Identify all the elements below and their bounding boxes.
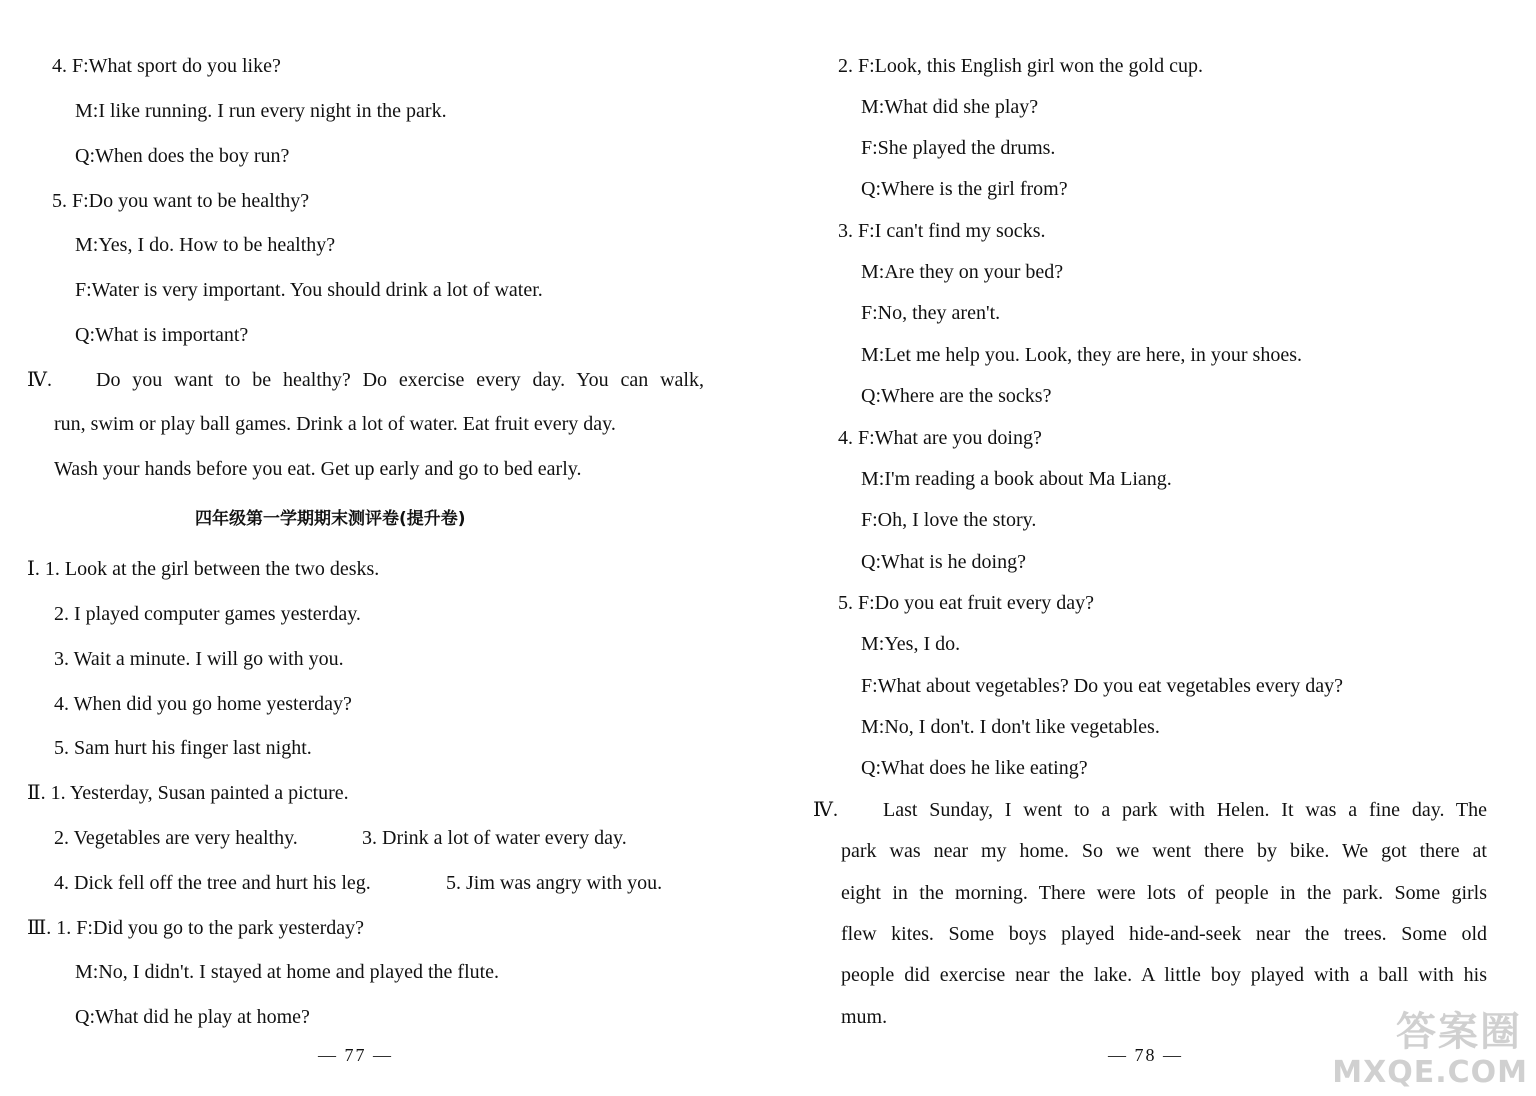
text-line: Q:What did he play at home? <box>75 1006 310 1028</box>
text-line: 4. Dick fell off the tree and hurt his leg. <box>54 872 371 894</box>
text-line: 5. F:Do you eat fruit every day? <box>838 592 1095 614</box>
text-line: M:Yes, I do. <box>861 633 961 655</box>
text-line: M:Yes, I do. How to be healthy? <box>75 234 336 256</box>
text-line: Q:Where are the socks? <box>861 385 1052 407</box>
text-line: park was near my home. So we went there by bike. We got there at <box>841 840 1487 862</box>
right-page <box>776 0 1536 1096</box>
text-line: 5. F:Do you want to be healthy? <box>52 190 310 212</box>
text-line: Ⅱ. 1. Yesterday, Susan painted a picture. <box>27 782 349 804</box>
section-marker: Ⅳ. <box>813 799 838 821</box>
text-line: Q:What is important? <box>75 324 249 346</box>
watermark-logo-text: 答案圈 <box>1396 1009 1522 1055</box>
text-line: 2. I played computer games yesterday. <box>54 603 361 625</box>
text-line: people did exercise near the lake. A little boy played with a ball with his <box>841 964 1487 986</box>
page-number: — 77 — <box>318 1045 393 1065</box>
text-line: F:What about vegetables? Do you eat vegetables every day? <box>861 675 1344 697</box>
text-line: flew kites. Some boys played hide-and-seek near the trees. Some old <box>841 923 1487 945</box>
text-line: Q:What does he like eating? <box>861 757 1088 779</box>
text-line: M:I like running. I run every night in the park. <box>75 100 447 122</box>
page-number: — 78 — <box>1108 1045 1183 1065</box>
text-line: F:Water is very important. You should drink a lot of water. <box>75 279 543 301</box>
section-title: 四年级第一学期期末测评卷(提升卷) <box>195 509 466 529</box>
text-line: M:Let me help you. Look, they are here, in your shoes. <box>861 344 1302 366</box>
text-line: F:No, they aren't. <box>861 302 1001 324</box>
text-line: 3. Wait a minute. I will go with you. <box>54 648 344 670</box>
text-line: F:She played the drums. <box>861 137 1056 159</box>
text-line: eight in the morning. There were lots of people in the park. Some girls <box>841 882 1487 904</box>
text-line: 4. F:What are you doing? <box>838 427 1042 449</box>
text-line: M:No, I don't. I don't like vegetables. <box>861 716 1160 738</box>
text-line: M:Are they on your bed? <box>861 261 1064 283</box>
watermark <box>1332 1000 1528 1090</box>
text-line: Last Sunday, I went to a park with Helen. It was a fine day. The <box>883 799 1487 821</box>
text-line: 4. F:What sport do you like? <box>52 55 281 77</box>
text-line: Q:What is he doing? <box>861 551 1026 573</box>
text-line: Ⅲ. 1. F:Did you go to the park yesterday? <box>27 917 365 939</box>
text-line: F:Oh, I love the story. <box>861 509 1037 531</box>
text-line: 3. Drink a lot of water every day. <box>362 827 627 849</box>
text-line: 5. Sam hurt his finger last night. <box>54 737 312 759</box>
text-line: Ⅰ. 1. Look at the girl between the two desks. <box>27 558 380 580</box>
text-line: Do you want to be healthy? Do exercise every day. You can walk, <box>96 369 704 391</box>
left-page <box>0 0 760 1096</box>
text-line: Q:Where is the girl from? <box>861 178 1068 200</box>
text-line: Q:When does the boy run? <box>75 145 290 167</box>
text-line: run, swim or play ball games. Drink a lot of water. Eat fruit every day. <box>54 413 616 435</box>
text-line: Wash your hands before you eat. Get up early and go to bed early. <box>54 458 582 480</box>
watermark-url: MXQE.COM <box>1332 1055 1528 1090</box>
text-line: 2. Vegetables are very healthy. <box>54 827 298 849</box>
section-marker: Ⅳ. <box>27 369 52 391</box>
text-line: M:What did she play? <box>861 96 1039 118</box>
text-line: 5. Jim was angry with you. <box>446 872 663 894</box>
text-line: 3. F:I can't find my socks. <box>838 220 1046 242</box>
text-line: mum. <box>841 1006 888 1028</box>
text-line: M:No, I didn't. I stayed at home and played the flute. <box>75 961 500 983</box>
text-line: 4. When did you go home yesterday? <box>54 693 352 715</box>
text-line: 2. F:Look, this English girl won the gold cup. <box>838 55 1203 77</box>
text-line: M:I'm reading a book about Ma Liang. <box>861 468 1172 490</box>
